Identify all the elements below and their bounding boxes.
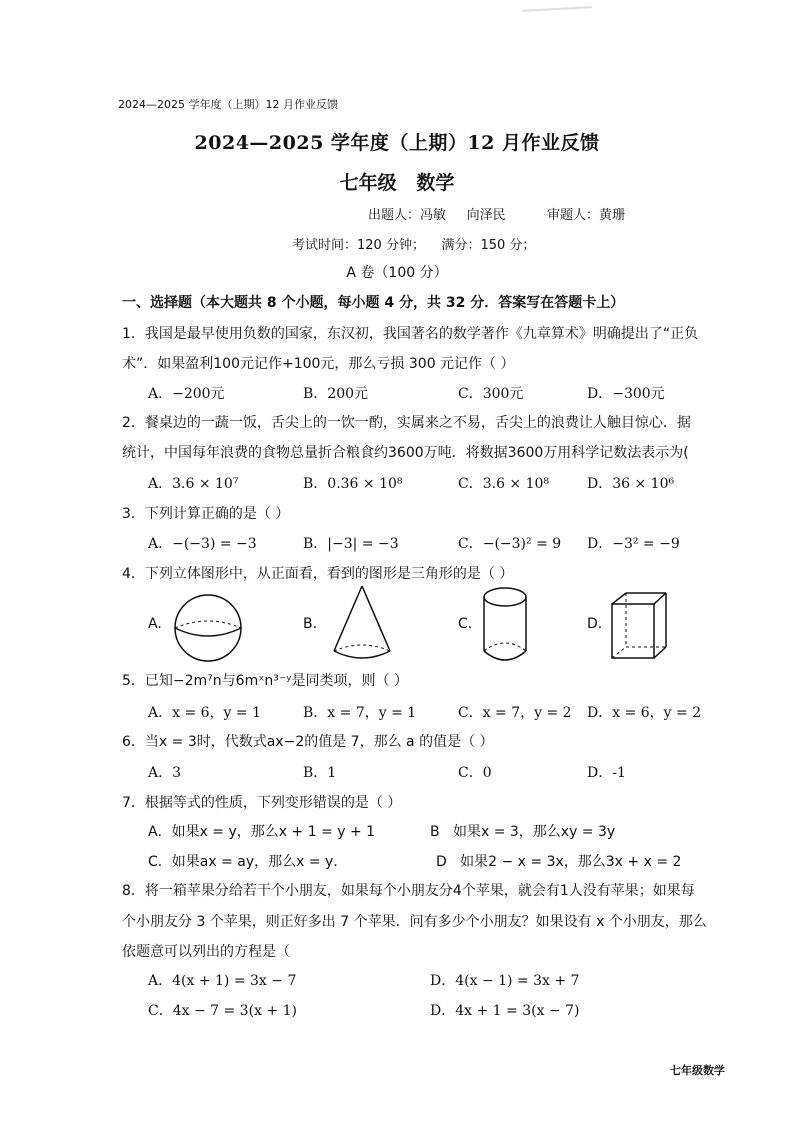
- q6-option-a: A．3: [148, 765, 182, 781]
- section-heading: 一、选择题（本大题共 8 个小题，每小题 4 分，共 32 分．答案写在答题卡上）: [122, 295, 625, 311]
- q2-option-a: A．3.6 × 10⁷: [148, 476, 239, 492]
- volume-label: A 卷（100 分）: [346, 265, 448, 281]
- q5-option-b: B．x = 7，y = 1: [303, 705, 417, 721]
- question-5-line-1: 5．已知−2m⁷n与6mˣn³⁻ʸ是同类项，则（ ）: [122, 673, 408, 689]
- question-8-line-3: 依题意可以列出的方程是（: [122, 944, 290, 960]
- cone-figure: [330, 583, 394, 665]
- q8-option-c: C．4x − 7 = 3(x + 1): [148, 1003, 297, 1019]
- cuboid-figure: [608, 590, 670, 662]
- q2-option-b: B．0.36 × 10⁸: [303, 476, 403, 492]
- q4-option-b-label: B.: [303, 616, 318, 632]
- q3-option-c: C．−(−3)² = 9: [458, 536, 562, 552]
- q2-option-d: D．36 × 10⁶: [587, 476, 675, 492]
- q3-option-d: D．−3² = −9: [587, 536, 680, 552]
- q7-option-b: B 如果x = 3，那么xy = 3y: [430, 824, 616, 840]
- question-3-line-1: 3．下列计算正确的是（ ）: [122, 506, 290, 522]
- page-title: 2024—2025 学年度（上期）12 月作业反馈: [194, 132, 600, 154]
- q4-option-d-label: D.: [587, 616, 603, 632]
- q4-option-a-label: A.: [148, 616, 162, 632]
- sphere-figure: [170, 590, 246, 666]
- question-1-line-1: 1．我国是最早使用负数的国家，东汉初，我国著名的数学著作《九章算术》明确提出了“正负: [122, 326, 699, 342]
- q6-option-b: B．1: [303, 765, 337, 781]
- q8-option-a: A．4(x + 1) = 3x − 7: [148, 973, 297, 989]
- question-8-line-1: 8．将一箱苹果分给若干个小朋友，如果每个小朋友分4个苹果，就会有1人没有苹果；如果每: [122, 883, 695, 899]
- q4-option-c-label: C.: [458, 616, 473, 632]
- q1-option-c: C．300元: [458, 386, 524, 402]
- question-7-line-1: 7．根据等式的性质，下列变形错误的是（ ）: [122, 795, 402, 811]
- q8-option-d: D．4x + 1 = 3(x − 7): [430, 1003, 580, 1019]
- question-1-line-2: 术”．如果盈利100元记作+100元，那么亏损 300 元记作（ ）: [122, 356, 515, 372]
- q3-option-b: B．|−3| = −3: [303, 536, 399, 552]
- cylinder-figure: [480, 585, 530, 665]
- q6-option-d: D．-1: [587, 765, 626, 781]
- q1-option-d: D．−300元: [587, 386, 665, 402]
- q1-option-b: B．200元: [303, 386, 369, 402]
- q7-option-a: A．如果x = y，那么x + 1 = y + 1: [148, 824, 376, 840]
- q6-option-c: C．0: [458, 765, 492, 781]
- q3-option-a: A．−(−3) = −3: [148, 536, 257, 552]
- page-footer: 七年级数学: [670, 1064, 725, 1077]
- q5-option-a: A．x = 6，y = 1: [148, 705, 261, 721]
- question-6-line-1: 6．当x = 3时，代数式ax−2的值是 7，那么 a 的值是（ ）: [122, 734, 494, 750]
- q8-option-b: D．4(x − 1) = 3x + 7: [430, 973, 580, 989]
- question-2-line-1: 2．餐桌边的一蔬一饭，舌尖上的一饮一酌，实属来之不易，舌尖上的浪费让人触目惊心．据: [122, 415, 691, 431]
- q5-option-c: C．x = 7，y = 2: [458, 705, 572, 721]
- q7-option-c: C．如果ax = ay，那么x = y．: [148, 854, 348, 870]
- q2-option-c: C．3.6 × 10⁸: [458, 476, 550, 492]
- q1-option-a: A．−200元: [148, 386, 225, 402]
- exam-info: 考试时间：120 分钟； 满分：150 分；: [292, 238, 536, 253]
- scan-mark: [522, 6, 593, 22]
- question-4-line-1: 4．下列立体图形中，从正面看，看到的图形是三角形的是（ ）: [122, 566, 514, 582]
- question-8-line-2: 个小朋友分 3 个苹果，则正好多出 7 个苹果．问有多少个小朋友？如果设有 x 个小朋友，那么: [122, 914, 707, 930]
- running-header: 2024—2025 学年度（上期）12 月作业反馈: [118, 98, 338, 111]
- q7-option-d: D 如果2 − x = 3x，那么3x + x = 2: [436, 854, 682, 870]
- question-2-line-2: 统计，中国每年浪费的食物总量折合粮食约3600万吨．将数据3600万用科学记数法表示为(: [122, 445, 689, 461]
- page-subtitle: 七年级 数学: [339, 172, 455, 194]
- q5-option-d: D．x = 6，y = 2: [587, 705, 702, 721]
- authors-line: 出题人：冯敏 向泽民 审题人：黄珊: [368, 208, 625, 223]
